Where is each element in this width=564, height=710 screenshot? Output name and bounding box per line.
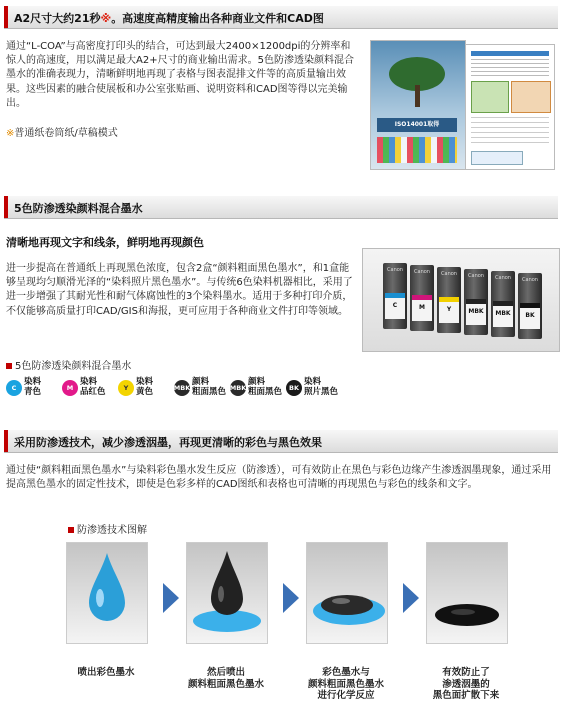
section-header-speed [4, 6, 558, 29]
section-title: A2尺寸大约21秒※。高速度高精度输出各种商业文件和CAD图 [14, 12, 324, 25]
section-header-ink [4, 196, 558, 219]
cartridge-label: M [412, 295, 432, 321]
cartridge-brand: Canon [522, 277, 538, 283]
step-caption-3: 彩色墨水与 颜料粗面黑色墨水 进行化学反应 [307, 667, 384, 701]
cartridge-brand: Canon [441, 271, 457, 277]
black-drop-icon [187, 543, 267, 643]
diagram-title: 防渗透技术图解 [68, 521, 147, 536]
step-caption-1: 喷出彩色墨水 [77, 667, 135, 678]
ink-legend-item [174, 378, 226, 397]
ink-subheading: 清晰地再现文字和线条，鲜明地再现颜色 [6, 236, 204, 249]
arrow-right-icon [403, 583, 419, 613]
cartridge-label: BK [520, 303, 540, 329]
ink-label: 颜料 粗面黑色 [248, 377, 283, 397]
step-image-black-ink [186, 542, 268, 644]
reaction-blob-icon [307, 543, 387, 643]
cartridge-brand: Canon [414, 269, 430, 275]
cartridge-label: MBK [493, 301, 513, 327]
arrow-right-icon [283, 583, 299, 613]
cartridge-brand: Canon [495, 275, 511, 281]
red-square-icon [68, 527, 74, 533]
black-spot-icon [427, 543, 507, 643]
ink-label: 染料 青色 [24, 377, 42, 397]
ink-cartridge [464, 269, 488, 335]
ink-color-icon: C [6, 380, 22, 396]
cartridge-brand: Canon [387, 267, 403, 273]
ink-color-icon: BK [286, 380, 302, 396]
step-image-color-ink [66, 542, 148, 644]
ink-cartridge [383, 263, 407, 329]
section-title: 采用防渗透技术，减少渗透洇墨，再现更清晰的彩色与黑色效果 [14, 436, 322, 449]
ink-legend-item [62, 378, 106, 397]
ink-label: 染料 照片黑色 [304, 377, 339, 397]
ink-legend-item [286, 378, 338, 397]
cartridge-label: C [385, 293, 405, 319]
blue-drop-icon [67, 543, 147, 643]
ink-legend-title: 5色防渗透染颜料混合墨水 [6, 357, 131, 372]
ink-paragraph: 进一步提高在普通纸上再现黑色浓度，包含2盒“颜料粗面黑色墨水”，和1盒能够呈现均匀顺滑光泽的“染料照片黑色墨水”。与传统6色染料机器相比，采用了进一步增强了其耐光性和耐气体腐蚀性的3个染料墨水。适用于多种打印介质，不仅能够高质量打印CAD/GIS和海报，更可应用于各种商业文件打印等领域。 [6, 263, 353, 317]
section-header-bleed [4, 430, 558, 453]
ink-label: 颜料 粗面黑色 [192, 377, 227, 397]
cartridge-label: Y [439, 297, 459, 323]
ink-color-icon: Y [118, 380, 134, 396]
ink-label: 染料 品红色 [80, 377, 106, 397]
ink-label: 染料 黄色 [136, 377, 154, 397]
ink-legend-item [118, 378, 153, 397]
ink-legend-item [230, 378, 282, 397]
ink-cartridge [437, 267, 461, 333]
ink-cartridge [518, 273, 542, 339]
ink-color-icon: MBK [230, 380, 246, 396]
header-accent-bar [4, 6, 8, 28]
ink-color-icon: M [62, 380, 78, 396]
cartridge-brand: Canon [468, 273, 484, 279]
ink-cartridges-image [362, 248, 560, 352]
step-caption-4: 有效防止了 渗透洇墨的 黑色面扩散下来 [432, 667, 500, 701]
bleed-paragraph: 通过使“颜料粗面黑色墨水”与染料彩色墨水发生反应（防渗透），可有效防止在黑色与彩色边缘产生渗透洇墨现象，通过采用提高黑色墨水的固定性技术，即使是色彩多样的CAD图纸和表格也可清晰的再现黑色与彩色的线条和文字。 [6, 465, 552, 491]
footnote: ※普通纸卷筒纸/草稿模式 [6, 128, 118, 139]
sample-poster-image: ISO14001取得 [370, 40, 466, 170]
step-image-result [426, 542, 508, 644]
sample-cad-document-image [465, 44, 555, 170]
step-image-reaction [306, 542, 388, 644]
section-title: 5色防渗透染颜料混合墨水 [14, 202, 143, 215]
cartridge-label: MBK [466, 299, 486, 325]
step-caption-2: 然后喷出 颜料粗面黑色墨水 [187, 667, 264, 690]
arrow-right-icon [163, 583, 179, 613]
red-square-icon [6, 363, 12, 369]
ink-legend-item [6, 378, 41, 397]
ink-color-icon: MBK [174, 380, 190, 396]
header-accent-bar [4, 196, 8, 218]
ink-cartridge [491, 271, 515, 337]
speed-paragraph: 通过“L-COA”与高密度打印头的结合，可达到最大2400×1200dpi的分辨率和惊人的高速度，用以满足最大A2+尺寸的商业输出需求。5色防渗透染颜料混合墨水的准确表现力，清晰鲜明地再现了表格与图表混排文件等的高质量输出效果。这些因素的融合使展板和办公室张贴画、说明资料和CAD图等得以完美输出。 [6, 41, 354, 109]
ink-cartridge [410, 265, 434, 331]
header-accent-bar [4, 430, 8, 452]
